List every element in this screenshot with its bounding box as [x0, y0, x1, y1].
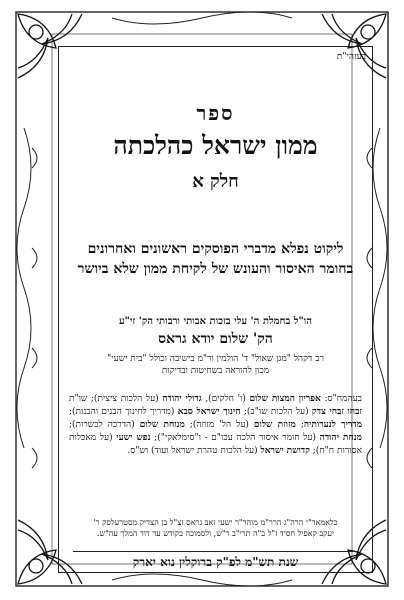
work-note: (ו' חלקים), — [205, 394, 246, 404]
title-page-frame — [12, 8, 392, 590]
author-intro: הו"ל בחמלת ה' עלי בזכות אבותי ורבותי הק' זי"ע — [119, 316, 312, 327]
work-title: מנוחת שלום — [139, 420, 185, 430]
work-note: (על חומר איסור הלכה — [236, 433, 317, 443]
title-text-box — [58, 46, 373, 573]
work-note: ; — [300, 420, 304, 430]
publication-info: שנת תש"מ לפ"ק ברוקלין נוא יארק — [132, 555, 299, 569]
footer-divider — [73, 551, 358, 552]
author-roles-line-1: רב דקהל "מגן שאול" ד' הולמין ור"מ בישיבה וכולל "בית ישעי" — [107, 354, 324, 364]
dedication-line-1: כלאמאר"י הרה"ג הרר"מ מוהר"ר ישעי זאב גראס זצ"ל בן הצדיק מסטרעלסק ר' — [93, 518, 338, 527]
work-note: (על הל' מזוזה); — [189, 420, 249, 430]
corner-tag: בעזהי"ת — [336, 52, 366, 62]
subtitle-line-2: בחומר האיסור והעונש של לקיחת ממון שלא ביושר — [77, 261, 354, 277]
work-title: נפש ישעי — [116, 433, 151, 443]
work-title: מדריך לנערותיה — [303, 420, 362, 430]
work-note: (הדרכה לכשרות); — [69, 420, 135, 430]
works-intro: בעהמח"ס: — [324, 394, 362, 404]
book-title: ממון ישראל כהלכתה — [113, 131, 318, 160]
dedication-line-2: יעקב קאפיל חסיד ז"ל ב"ה תרי"ב ר"ש, ולסמוכה בקודש עד דוד המלך עה"ש. — [96, 529, 335, 538]
author-roles-line-2: מכון להוראה בשחיטות ובדיקות — [161, 366, 270, 376]
work-note: (על הלכות טהרת ישראל ועוד) וש"ס. — [127, 446, 258, 456]
dedication-note — [59, 517, 372, 539]
volume-label: חלק א — [192, 171, 239, 192]
work-note: ציצית); שו"ת — [69, 394, 118, 404]
title-sefer: ספר — [196, 101, 235, 125]
work-note: (על הלכות — [120, 394, 159, 404]
works-list — [59, 393, 372, 458]
work-title: גדולי יהודה — [162, 394, 202, 404]
subtitle-line-1: ליקוט נפלא מדברי הפוסקים ראשונים ואחרונים — [87, 241, 344, 257]
work-title: חינוך ישראל סבא — [177, 407, 241, 417]
author-name: הק' שלום יודא גראס — [158, 331, 273, 347]
work-note: (על הלכות שו"ב); — [243, 407, 309, 417]
work-title: מנחת יהודה — [319, 433, 362, 443]
work-title: זבחו זבחי צדק — [311, 407, 362, 417]
work-title: אפריון המצות שלום — [249, 394, 321, 404]
subtitle — [59, 239, 372, 279]
work-title: ישראל — [260, 446, 284, 456]
work-note: (על מאכלות אסורות ח"ח); — [69, 433, 362, 456]
work-title: קדושת — [286, 446, 310, 456]
work-title: מזוזת שלום — [253, 420, 296, 430]
work-note: עכו"ם - ו"סימלאקי"); — [154, 433, 233, 443]
work-note: (מדריך — [149, 407, 175, 417]
author-roles — [59, 353, 372, 377]
work-note: לחינוך הבנים והבנות); — [69, 407, 147, 417]
